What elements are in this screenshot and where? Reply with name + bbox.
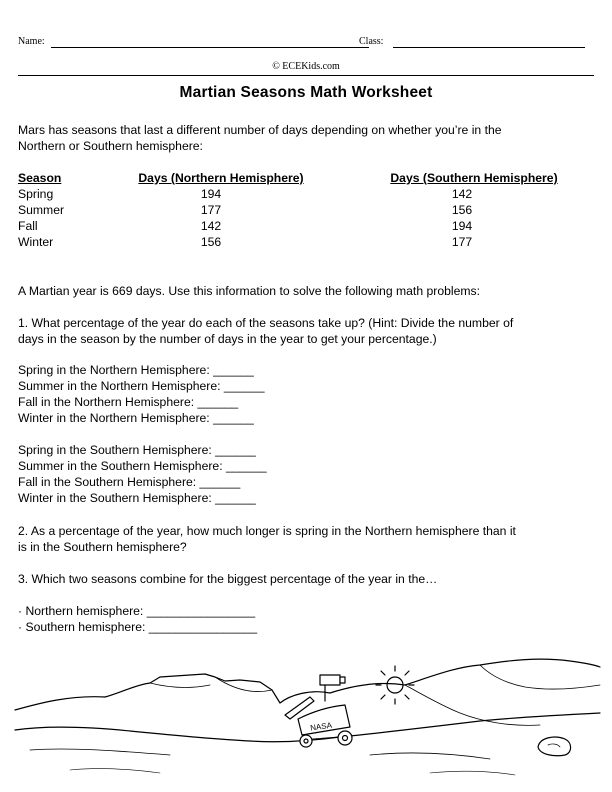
table-cell-north: 156 <box>200 235 222 249</box>
table-header-south: Days (Southern Hemisphere) <box>390 171 558 185</box>
north-summer-item: Summer in the Northern Hemisphere: ______ <box>18 379 265 393</box>
table-cell-south: 194 <box>451 219 473 233</box>
table-header-north: Days (Northern Hemisphere) <box>138 171 304 185</box>
table-cell-season: Winter <box>18 235 54 249</box>
class-label: Class: <box>359 36 384 47</box>
name-label: Name: <box>18 36 45 47</box>
sun-icon <box>376 666 414 704</box>
copyright-text: © ECEKids.com <box>272 61 340 72</box>
northern-bullet: · Northern hemisphere: ________________ <box>18 604 256 618</box>
header-divider <box>18 75 594 76</box>
martian-year-text: A Martian year is 669 days. Use this information to solve the following math problems: <box>18 284 480 298</box>
rover-icon <box>285 675 352 747</box>
intro-line-2: Northern or Southern hemisphere: <box>18 139 203 153</box>
table-cell-south: 177 <box>451 235 473 249</box>
rover-label: NASA <box>309 720 333 733</box>
southern-bullet: · Southern hemisphere: ________________ <box>18 620 258 634</box>
question-3-text: 3. Which two seasons combine for the biggest percentage of the year in the… <box>18 572 438 586</box>
class-field[interactable] <box>393 47 585 48</box>
rock-icon <box>538 737 571 756</box>
south-winter-item: Winter in the Southern Hemisphere: ______ <box>18 491 256 505</box>
south-summer-item: Summer in the Southern Hemisphere: ______ <box>18 459 267 473</box>
mars-landscape-illustration <box>10 655 605 785</box>
south-spring-item: Spring in the Southern Hemisphere: ______ <box>18 443 256 457</box>
table-cell-season: Fall <box>18 219 38 233</box>
south-fall-item: Fall in the Southern Hemisphere: ______ <box>18 475 241 489</box>
table-cell-north: 142 <box>200 219 222 233</box>
table-cell-south: 156 <box>451 203 473 217</box>
table-cell-north: 194 <box>200 187 222 201</box>
table-header-season: Season <box>18 171 62 185</box>
north-fall-item: Fall in the Northern Hemisphere: ______ <box>18 395 239 409</box>
table-cell-south: 142 <box>451 187 473 201</box>
north-spring-item: Spring in the Northern Hemisphere: ______ <box>18 363 254 377</box>
table-cell-season: Summer <box>18 203 65 217</box>
name-field[interactable] <box>51 47 369 48</box>
question-1-line-1: 1. What percentage of the year do each of the seasons take up? (Hint: Divide the number of <box>18 316 514 330</box>
table-cell-north: 177 <box>200 203 222 217</box>
question-1-line-2: days in the season by the number of days in the year to get your percentage.) <box>18 332 437 346</box>
north-winter-item: Winter in the Northern Hemisphere: ______ <box>18 411 254 425</box>
intro-line-1: Mars has seasons that last a different number of days depending on whether you’re in the <box>18 123 502 137</box>
table-cell-season: Spring <box>18 187 54 201</box>
question-2-line-1: 2. As a percentage of the year, how much longer is spring in the Northern hemisphere than it <box>18 524 516 538</box>
question-2-line-2: is in the Southern hemisphere? <box>18 540 187 554</box>
page-title: Martian Seasons Math Worksheet <box>179 84 433 101</box>
